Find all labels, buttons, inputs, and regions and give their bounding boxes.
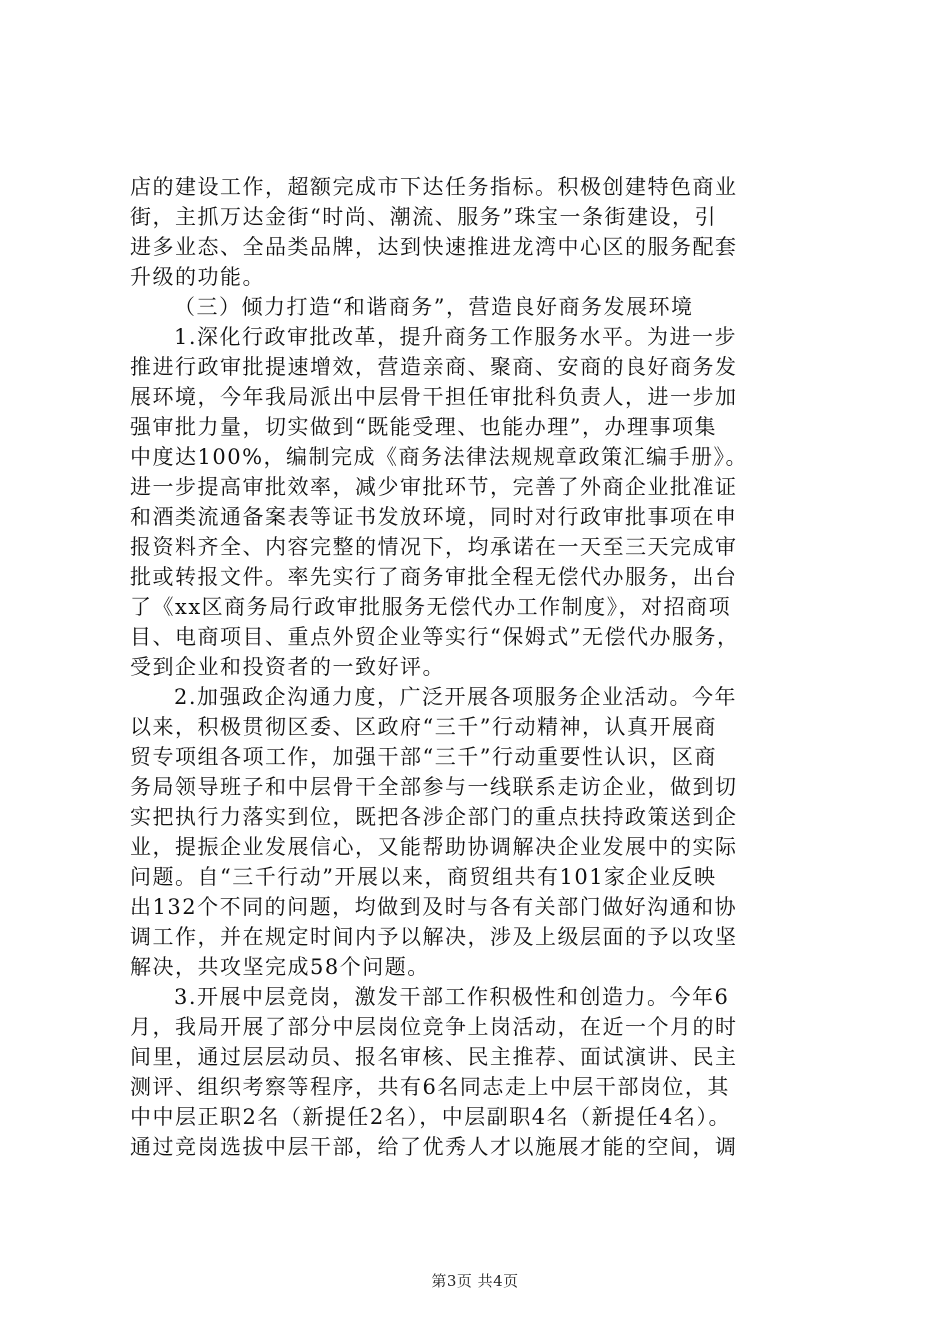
text-line: 和酒类流通备案表等证书发放环境，同时对行政审批事项在申: [130, 505, 738, 529]
text-line: 实把执行力落实到位，既把各涉企部门的重点扶持政策送到企: [130, 805, 738, 829]
text-line: 报资料齐全、内容完整的情况下，均承诺在一天至三天完成审: [130, 535, 738, 559]
text-line: （三）倾力打造“和谐商务”，营造良好商务发展环境: [174, 295, 694, 319]
text-line: 了《xx区商务局行政审批服务无偿代办工作制度》，对招商项: [130, 595, 732, 619]
text-line: 1.深化行政审批改革，提升商务工作服务水平。为进一步: [174, 325, 738, 349]
text-line: 调工作，并在规定时间内予以解决，涉及上级层面的予以攻坚: [130, 925, 738, 949]
text-line: 进一步提高审批效率，减少审批环节，完善了外商企业批准证: [130, 475, 738, 499]
text-line: 以来，积极贯彻区委、区政府“三千”行动精神，认真开展商: [130, 715, 717, 739]
page-footer: 第3页 共4页: [431, 1272, 519, 1290]
text-line: 3.开展中层竞岗，激发干部工作积极性和创造力。今年6: [174, 985, 730, 1009]
document-body: [130, 172, 830, 1162]
text-line: 推进行政审批提速增效，营造亲商、聚商、安商的良好商务发: [130, 355, 738, 379]
text-line: 贸专项组各项工作，加强干部“三千”行动重要性认识，区商: [130, 745, 717, 769]
text-line: 店的建设工作，超额完成市下达任务指标。积极创建特色商业: [130, 175, 738, 199]
text-line: 测评、组织考察等程序，共有6名同志走上中层干部岗位，其: [130, 1075, 730, 1099]
text-line: 2.加强政企沟通力度，广泛开展各项服务企业活动。今年: [174, 685, 738, 709]
text-line: 升级的功能。: [130, 265, 265, 289]
text-line: 街，主抓万达金街“时尚、潮流、服务”珠宝一条街建设，引: [130, 205, 717, 229]
text-line: 目、电商项目、重点外贸企业等实行“保姆式”无偿代办服务，: [130, 625, 740, 649]
text-line: 中度达100%，编制完成《商务法律法规规章政策汇编手册》。: [130, 445, 749, 469]
text-line: 出132个不同的问题，均做到及时与各有关部门做好沟通和协: [130, 895, 738, 919]
text-line: 解决，共攻坚完成58个问题。: [130, 955, 430, 979]
text-line: 强审批力量，切实做到“既能受理、也能办理”，办理事项集: [130, 415, 717, 439]
text-line: 受到企业和投资者的一致好评。: [130, 655, 445, 679]
text-line: 业，提振企业发展信心，又能帮助协调解决企业发展中的实际: [130, 835, 738, 859]
text-line: 展环境，今年我局派出中层骨干担任审批科负责人，进一步加: [130, 385, 738, 409]
text-line: 务局领导班子和中层骨干全部参与一线联系走访企业，做到切: [130, 775, 738, 799]
text-line: 通过竞岗选拔中层干部，给了优秀人才以施展才能的空间，调: [130, 1135, 738, 1159]
text-line: 问题。自“三千行动”开展以来，商贸组共有101家企业反映: [130, 865, 717, 889]
text-line: 间里，通过层层动员、报名审核、民主推荐、面试演讲、民主: [130, 1045, 738, 1069]
text-line: 批或转报文件。率先实行了商务审批全程无偿代办服务，出台: [130, 565, 738, 589]
text-line: 中中层正职2名（新提任2名），中层副职4名（新提任4名）。: [130, 1105, 731, 1129]
text-line: 进多业态、全品类品牌，达到快速推进龙湾中心区的服务配套: [130, 235, 738, 259]
text-line: 月，我局开展了部分中层岗位竞争上岗活动，在近一个月的时: [130, 1015, 738, 1039]
